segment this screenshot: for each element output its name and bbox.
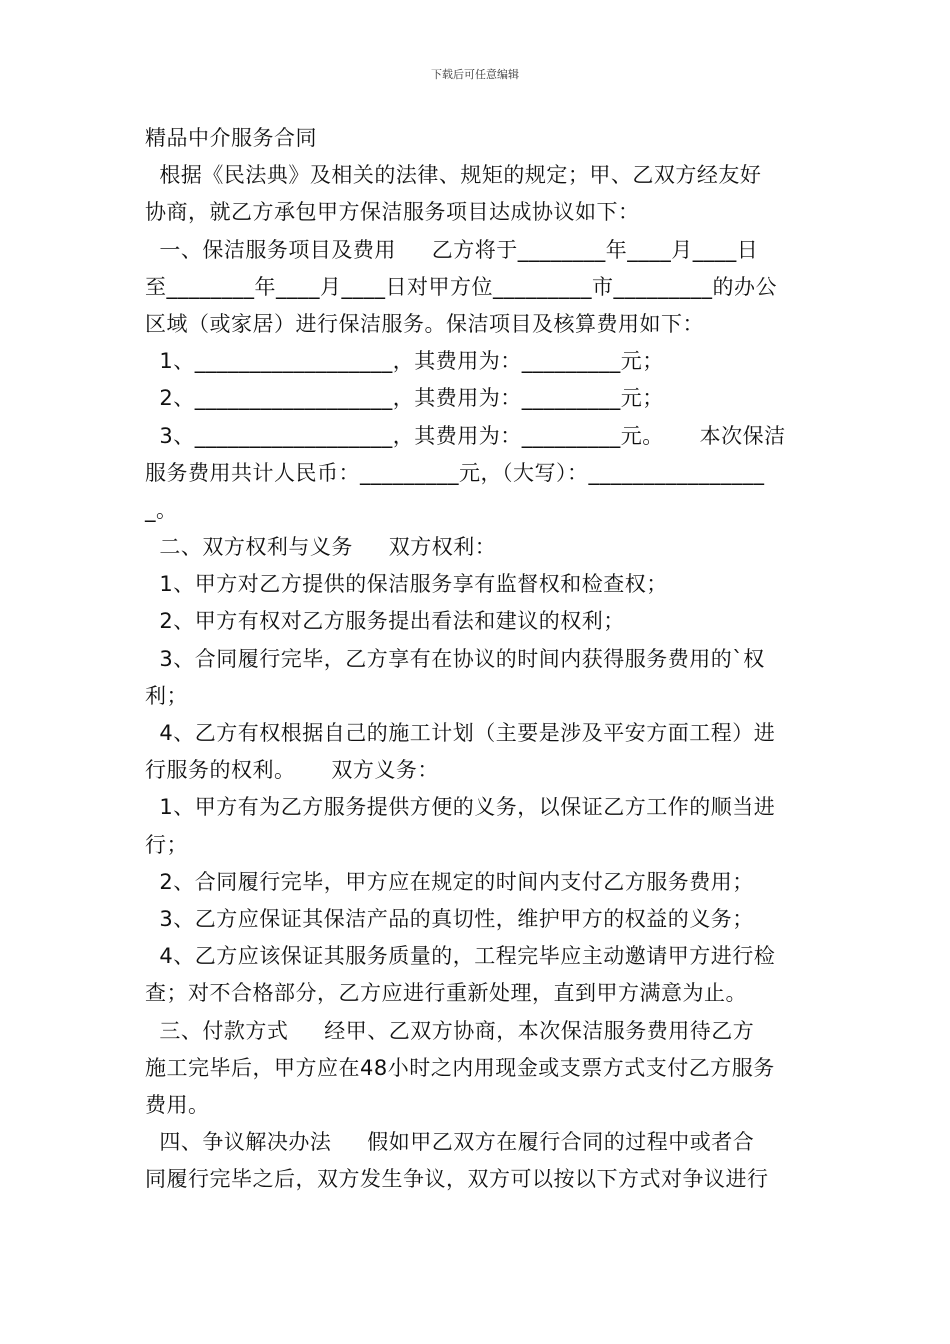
page-header-note: 下载后可任意编辑 bbox=[431, 68, 519, 81]
paragraph-line: 四、争议解决办法 假如甲乙双方在履行合同的过程中或者合 bbox=[145, 1130, 755, 1155]
paragraph-line: 根据《民法典》及相关的法律、规矩的规定；甲、乙双方经友好 bbox=[145, 163, 762, 188]
document-title: 精品中介服务合同 bbox=[145, 126, 317, 150]
paragraph-line: 2、合同履行完毕，甲方应在规定的时间内支付乙方服务费用； bbox=[145, 869, 754, 894]
paragraph-line: 3、乙方应保证其保洁产品的真切性，维护甲方的权益的义务； bbox=[145, 906, 754, 931]
paragraph-line: 一、保洁服务项目及费用 乙方将于________年____月____日 bbox=[145, 237, 759, 262]
paragraph-line: 二、双方权利与义务 双方权利： bbox=[145, 535, 497, 560]
paragraph-line: 至________年____月____日对甲方位_________市_________的办公 bbox=[145, 274, 777, 299]
paragraph-line: 施工完毕后，甲方应在48小时之内用现金或支票方式支付乙方服务 bbox=[145, 1055, 775, 1080]
paragraph-line: 3、__________________，其费用为：_________元。 本次保洁 bbox=[145, 423, 786, 448]
paragraph-line: _。 bbox=[145, 497, 178, 522]
paragraph-line: 查；对不合格部分，乙方应进行重新处理，直到甲方满意为止。 bbox=[145, 981, 747, 1006]
paragraph-line: 1、甲方有为乙方服务提供方便的义务，以保证乙方工作的顺当进 bbox=[145, 795, 776, 820]
paragraph-line: 行服务的权利。 双方义务： bbox=[145, 758, 439, 783]
paragraph-line: 三、付款方式 经甲、乙双方协商，本次保洁服务费用待乙方 bbox=[145, 1018, 755, 1043]
paragraph-line: 费用。 bbox=[145, 1092, 210, 1117]
paragraph-line: 利； bbox=[145, 683, 188, 708]
paragraph-line: 3、合同履行完毕，乙方享有在协议的时间内获得服务费用的`权 bbox=[145, 646, 765, 671]
paragraph-line: 行； bbox=[145, 832, 188, 857]
paragraph-line: 服务费用共计人民币：_________元，（大写）：________________ bbox=[145, 460, 765, 485]
paragraph-line: 4、乙方有权根据自己的施工计划（主要是涉及平安方面工程）进 bbox=[145, 721, 776, 745]
paragraph-line: 协商，就乙方承包甲方保洁服务项目达成协议如下： bbox=[145, 200, 640, 225]
paragraph-line: 1、__________________，其费用为：_________元； bbox=[145, 349, 664, 374]
contract-document bbox=[145, 120, 810, 1198]
paragraph-line: 2、甲方有权对乙方服务提出看法和建议的权利； bbox=[145, 609, 625, 634]
paragraph-line: 2、__________________，其费用为：_________元； bbox=[145, 386, 664, 411]
paragraph-line: 区域（或家居）进行保洁服务。保洁项目及核算费用如下： bbox=[145, 311, 704, 336]
paragraph-line: 同履行完毕之后，双方发生争议，双方可以按以下方式对争议进行 bbox=[145, 1167, 769, 1192]
paragraph-line: 1、甲方对乙方提供的保洁服务享有监督权和检查权； bbox=[145, 572, 668, 597]
paragraph-line: 4、乙方应该保证其服务质量的，工程完毕应主动邀请甲方进行检 bbox=[145, 944, 776, 969]
